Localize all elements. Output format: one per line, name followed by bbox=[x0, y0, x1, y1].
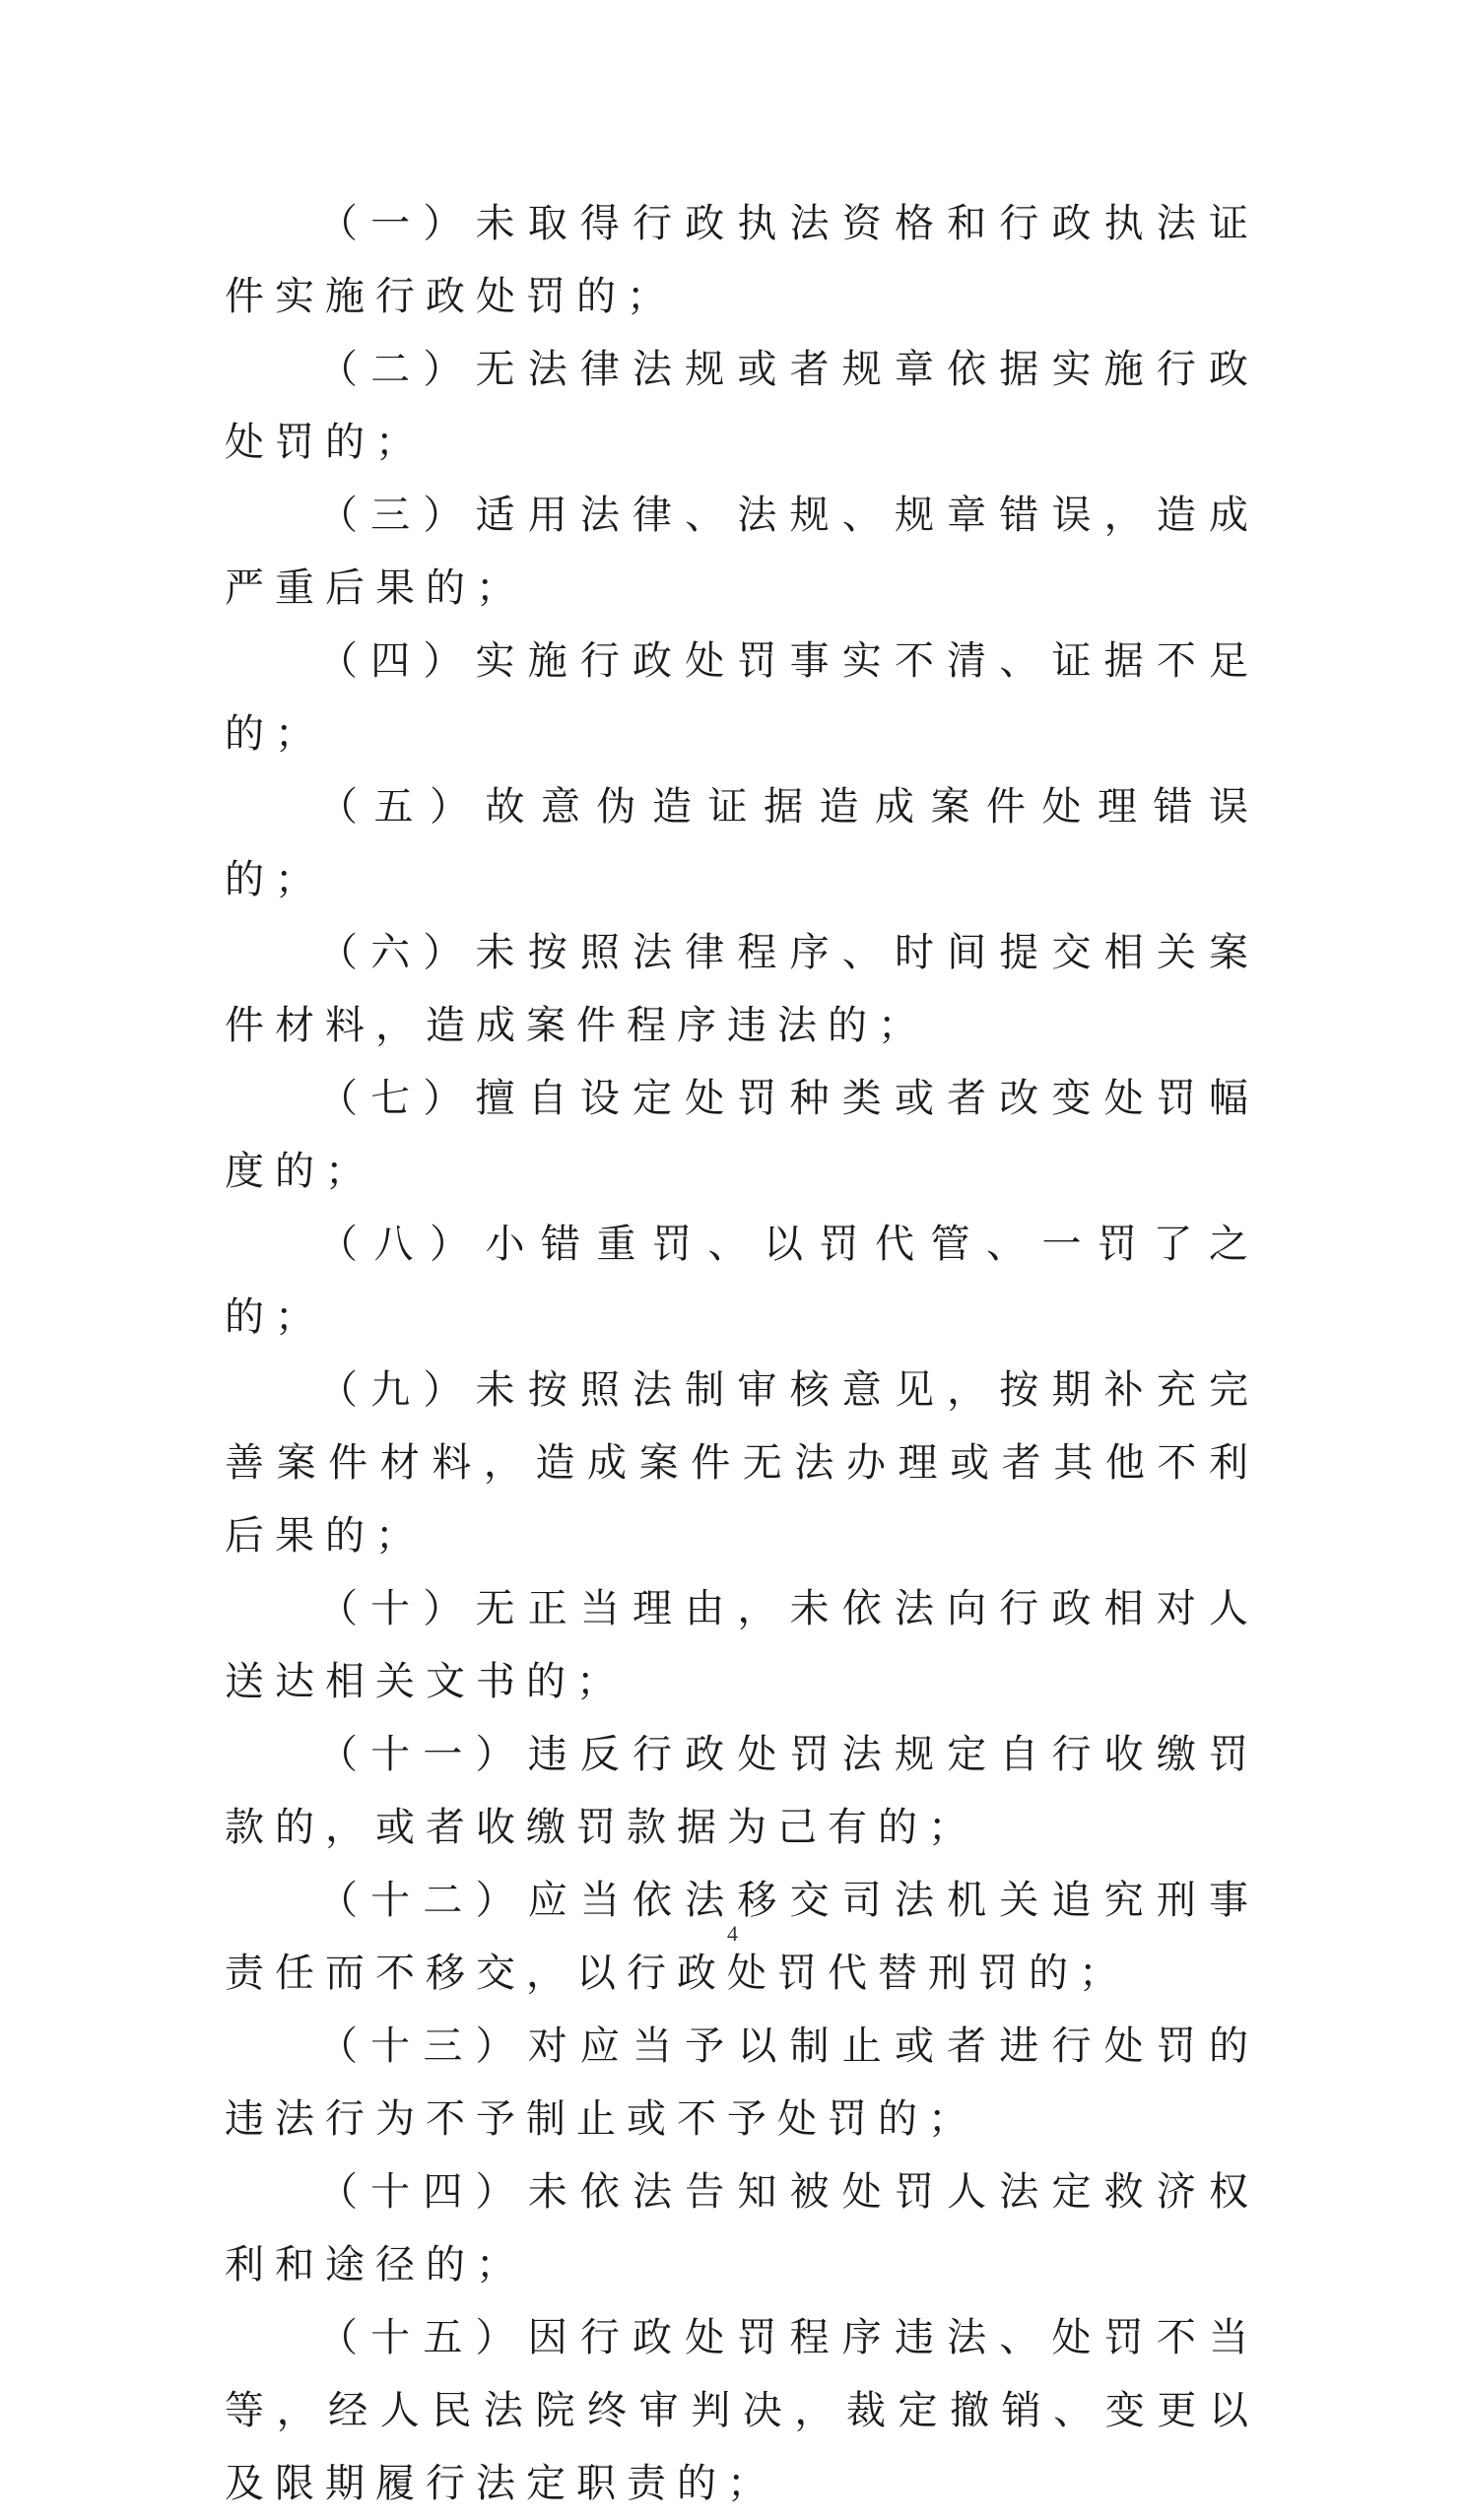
clause-7: （七）擅自设定处罚种类或者改变处罚幅度的； bbox=[225, 1076, 1259, 1194]
clause-9: （九）未按照法制审核意见，按期补充完善案件材料，造成案件无法办理或者其他不利后果的； bbox=[225, 1367, 1259, 1558]
document-body bbox=[225, 187, 1259, 2520]
clause-11: （十一）违反行政处罚法规定自行收缴罚款的，或者收缴罚款据为己有的； bbox=[225, 1732, 1259, 1850]
clause-2: （二）无法律法规或者规章依据实施行政处罚的； bbox=[225, 347, 1259, 465]
clause-8: （八）小错重罚、以罚代管、一罚了之的； bbox=[225, 1222, 1259, 1340]
clause-3: （三）适用法律、法规、规章错误，造成严重后果的； bbox=[225, 493, 1259, 611]
clause-14: （十四）未依法告知被处罚人法定救济权利和途径的； bbox=[225, 2169, 1259, 2288]
clause-10: （十）无正当理由，未依法向行政相对人送达相关文书的； bbox=[225, 1586, 1259, 1704]
clause-1: （一）未取得行政执法资格和行政执法证件实施行政处罚的； bbox=[225, 201, 1259, 319]
clause-5: （五）故意伪造证据造成案件处理错误的； bbox=[225, 784, 1259, 902]
clause-12: （十二）应当依法移交司法机关追究刑事责任而不移交，以行政处罚代替刑罚的； bbox=[225, 1878, 1259, 1996]
clause-6: （六）未按照法律程序、时间提交相关案件材料，造成案件程序违法的； bbox=[225, 930, 1259, 1048]
clause-15: （十五）因行政处罚程序违法、处罚不当等，经人民法院终审判决，裁定撤销、变更以及限期履行法定职责的； bbox=[225, 2315, 1259, 2506]
page-number: 4 bbox=[727, 1921, 738, 1946]
clause-4: （四）实施行政处罚事实不清、证据不足的； bbox=[225, 638, 1259, 757]
clause-13: （十三）对应当予以制止或者进行处罚的违法行为不予制止或不予处罚的； bbox=[225, 2023, 1259, 2142]
